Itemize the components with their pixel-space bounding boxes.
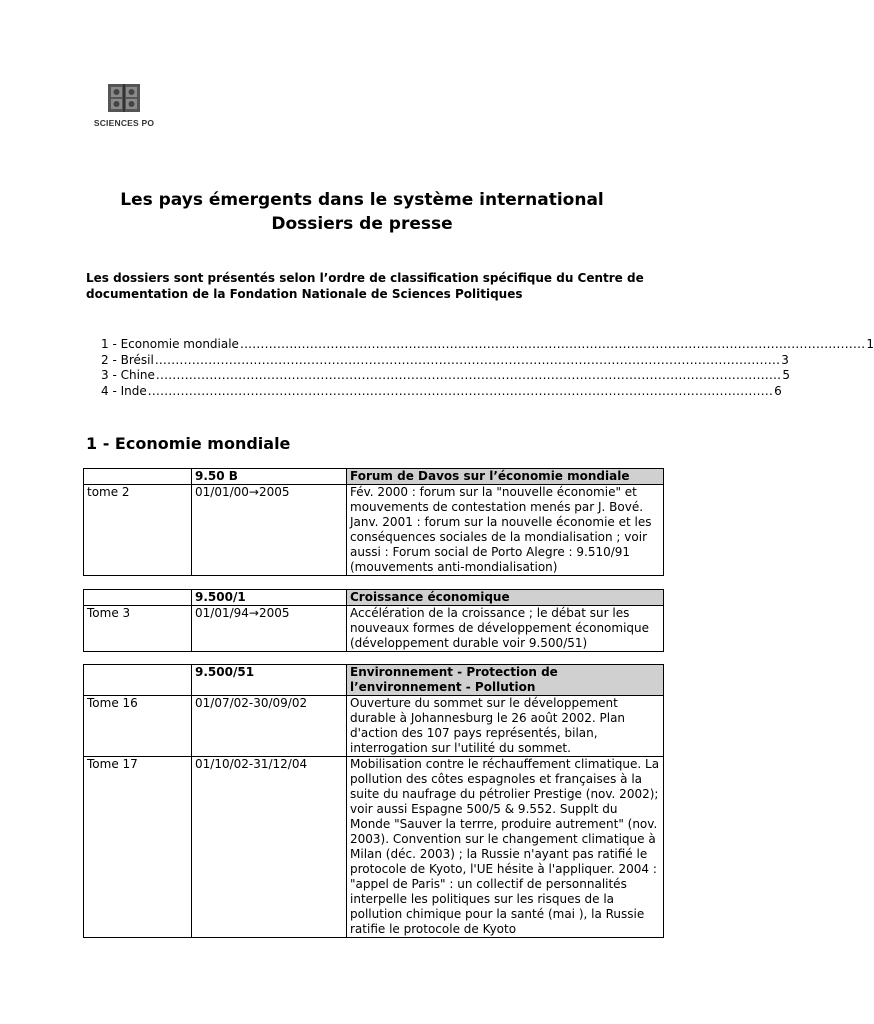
toc-entry-label: 4 - Inde — [101, 383, 147, 398]
toc-leader-dots: ........................................................................................................................................................ — [154, 352, 781, 367]
title-line-1: Les pays émergents dans le système international — [120, 190, 604, 210]
document-title — [0, 188, 724, 236]
dossier-header-row — [84, 469, 664, 485]
classification-code: 9.500/51 — [192, 665, 347, 696]
section-heading: 1 - Economie mondiale — [86, 434, 291, 453]
dossier-topic: Forum de Davos sur l’économie mondiale — [347, 469, 664, 485]
toc-entry-label: 3 - Chine — [101, 368, 155, 382]
toc-entry[interactable] — [101, 368, 790, 384]
classification-code: 9.50 B — [192, 469, 347, 485]
tome-cell: Tome 16 — [84, 696, 192, 757]
empty-header-cell — [84, 665, 192, 696]
description-cell: Accélération de la croissance ; le débat sur les nouveaux formes de développement économique (développement durable voir 9.500/51) — [347, 606, 664, 652]
toc-entry-page: 6 — [774, 383, 782, 398]
table-row — [84, 757, 664, 938]
toc-leader-dots: ........................................................................................................................................................ — [155, 368, 782, 382]
table-of-contents — [101, 337, 874, 399]
toc-entry[interactable] — [101, 383, 782, 400]
dossier-header-row — [84, 665, 664, 696]
tome-cell: tome 2 — [84, 485, 192, 576]
description-cell: Ouverture du sommet sur le développement durable à Johannesburg le 26 août 2002. Plan d'action des 107 pays représentés, bilan, interrogation sur l'utilité du sommet. — [347, 696, 664, 757]
table-row — [84, 485, 664, 576]
table-row — [84, 606, 664, 652]
date-range-cell: 01/01/94→2005 — [192, 606, 347, 652]
dossier-table — [83, 589, 664, 652]
title-line-2: Dossiers de presse — [271, 214, 453, 234]
dossier-topic: Croissance économique — [347, 590, 664, 606]
toc-entry-label: 1 - Economie mondiale — [101, 337, 239, 351]
description-cell: Mobilisation contre le réchauffement climatique. La pollution des côtes espagnoles et françaises à la suite du naufrage du pétrolier Prestige (nov. 2002); voir aussi Espagne 500/5 & 9.552. Supplt du Monde "Sauver la terrre, produire autrement" (nov. 2003). Convention sur le changement climatique à Milan (déc. 2003) ; la Russie n'ayant pas ratifié le protocole de Kyoto, l'UE hésite à l'appliquer. 2004 : "appel de Paris" : un collectif de personnalités interpelle les politiques sur les risques de la pollution chimique pour la santé (mai ), la Russie ratifie le protocole de Kyoto — [347, 757, 664, 938]
description-cell: Fév. 2000 : forum sur la "nouvelle économie" et mouvements de contestation menés par J. Bové. Janv. 2001 : forum sur la nouvelle économie et les conséquences sociales de la mondialisation ; voir aussi : Forum social de Porto Alegre : 9.510/91 (mouvements anti-mondialisation) — [347, 485, 664, 576]
table-row — [84, 696, 664, 757]
dossier-table — [83, 468, 664, 576]
sciences-po-logo — [84, 84, 164, 132]
toc-entry-page: 3 — [781, 352, 789, 367]
date-range-cell: 01/01/00→2005 — [192, 485, 347, 576]
date-range-cell: 01/07/02-30/09/02 — [192, 696, 347, 757]
empty-header-cell — [84, 469, 192, 485]
date-range-cell: 01/10/02-31/12/04 — [192, 757, 347, 938]
sciences-po-emblem-icon — [108, 84, 140, 112]
classification-code: 9.500/1 — [192, 590, 347, 606]
toc-leader-dots: ........................................................................................................................................................ — [239, 337, 866, 351]
dossier-table — [83, 664, 664, 938]
logo-wordmark: SCIENCES PO — [93, 118, 155, 128]
toc-entry-page: 1 — [866, 337, 874, 351]
toc-entry-page: 5 — [782, 368, 790, 382]
toc-entry-label: 2 - Brésil — [101, 352, 154, 367]
intro-paragraph: Les dossiers sont présentés selon l’ordre de classification spécifique du Centre de documentation de la Fondation Nationale de Sciences Politiques — [86, 271, 644, 301]
empty-header-cell — [84, 590, 192, 606]
toc-entry[interactable] — [101, 352, 789, 369]
toc-entry[interactable] — [101, 337, 874, 353]
dossier-header-row — [84, 590, 664, 606]
tome-cell: Tome 3 — [84, 606, 192, 652]
toc-leader-dots: ........................................................................................................................................................ — [147, 383, 774, 398]
dossier-topic: Environnement - Protection de l’environnement - Pollution — [347, 665, 664, 696]
tome-cell: Tome 17 — [84, 757, 192, 938]
